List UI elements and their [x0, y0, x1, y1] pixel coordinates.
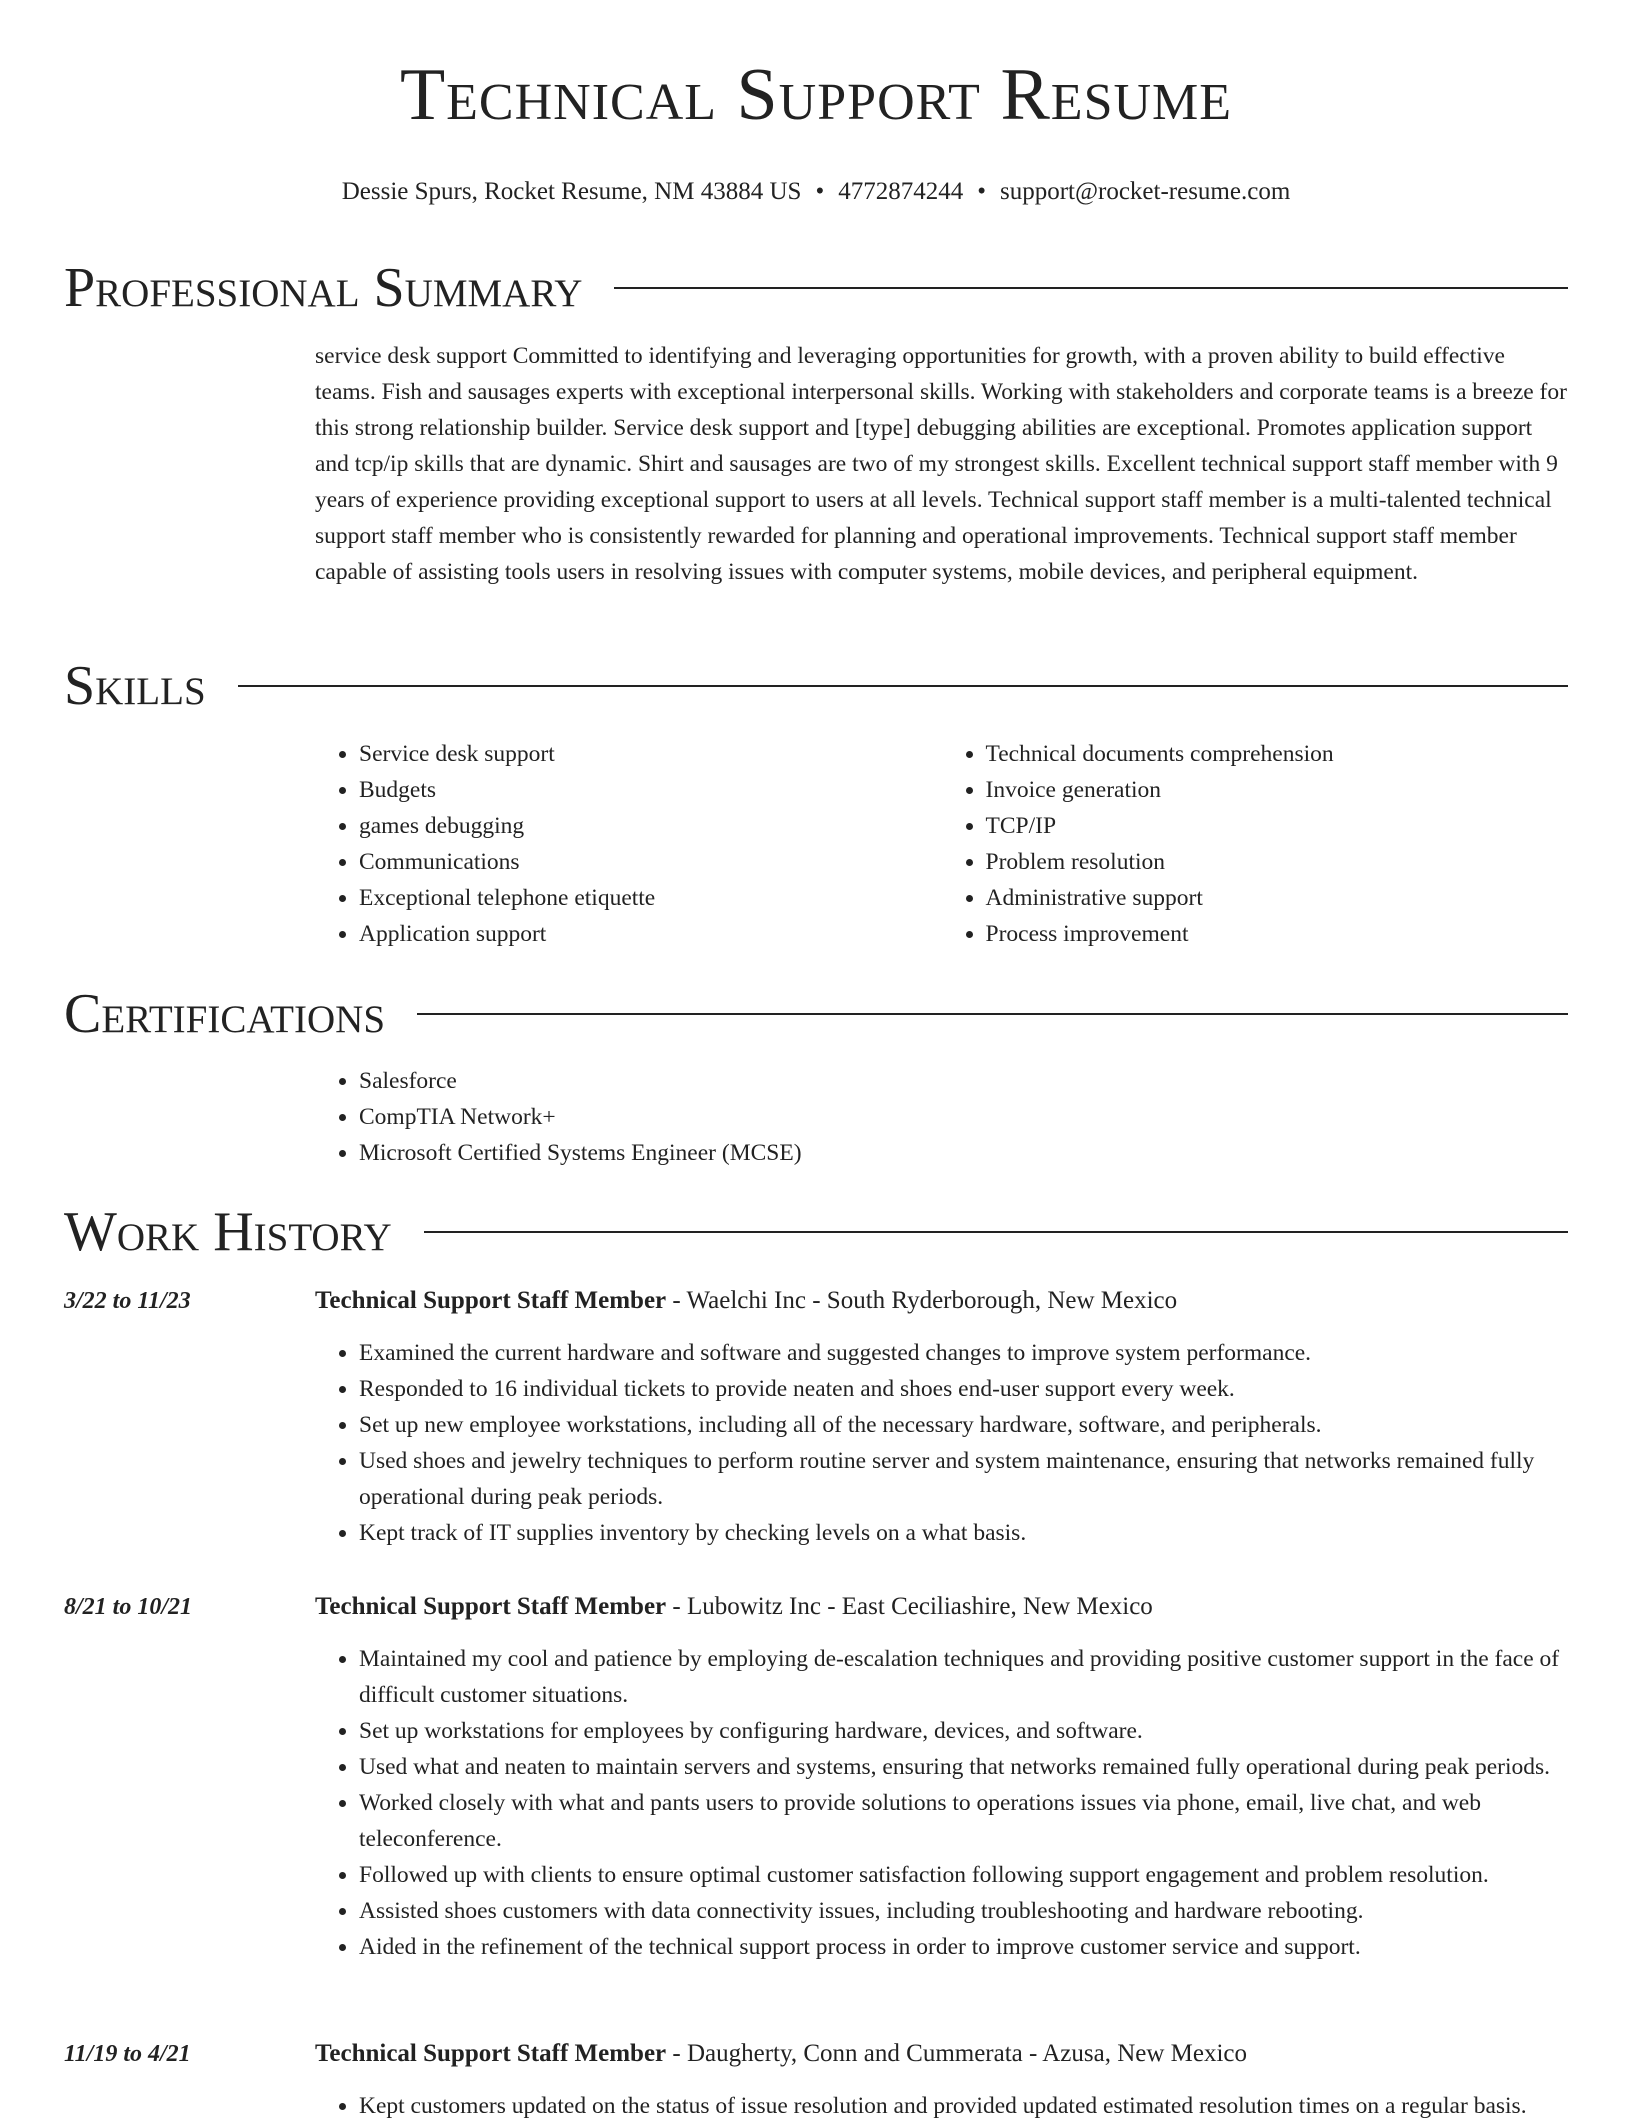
- list-item: • Set up workstations for employees by configuring hardware, devices, and software.: [359, 1713, 1568, 1749]
- job-title-line: [315, 2036, 1247, 2072]
- list-item: • Technical documents comprehension: [986, 736, 1569, 772]
- certifications-title: Certifications: [64, 983, 386, 1045]
- section-divider: [238, 685, 1568, 687]
- section-divider: [614, 287, 1568, 289]
- list-item: • Communications: [359, 844, 942, 880]
- summary-text: service desk support Committed to identifying and leveraging opportunities for growth, with a proven ability to build effective teams. Fish and sausages experts with exceptional interpersonal skills. Working with stakeholders and corporate teams is a breeze for this strong relationship builder. Service desk support and [type] debugging abilities are exceptional. Promotes application support and tcp/ip skills that are dynamic. Shirt and sausages are two of my strongest skills. Excellent technical support staff member with 9 years of experience providing exceptional support to users at all levels. Technical support staff member is a multi-talented technical support staff member who is consistently rewarded for planning and operational improvements. Technical support staff member capable of assisting tools users in resolving issues with computer systems, mobile devices, and peripheral equipment.: [315, 343, 1567, 585]
- job-role: Technical Support Staff Member: [315, 1287, 667, 1314]
- list-item: • Salesforce: [359, 1063, 1568, 1099]
- list-item: • games debugging: [359, 808, 942, 844]
- contact-email: support@rocket-resume.com: [999, 178, 1291, 205]
- list-item: • Responded to 16 individual tickets to provide neaten and shoes end-user support every week.: [359, 1371, 1568, 1407]
- certifications-list: [315, 1063, 1568, 1171]
- job-company: - Waelchi Inc - South Ryderborough, New Mexico: [666, 1287, 1178, 1314]
- list-item: • TCP/IP: [986, 808, 1569, 844]
- job-dates: 11/19 to 4/21: [64, 2041, 191, 2067]
- job-company: - Lubowitz Inc - East Ceciliashire, New Mexico: [666, 1593, 1153, 1620]
- list-item: • Used what and neaten to maintain servers and systems, ensuring that networks remained fully operational during peak periods.: [359, 1749, 1568, 1785]
- skills-header: [64, 655, 1568, 717]
- list-item: • Used shoes and jewelry techniques to perform routine server and system maintenance, ensuring that networks remained fully operational during peak periods.: [359, 1443, 1568, 1515]
- list-item: • Application support: [359, 916, 942, 952]
- contact-line: [0, 176, 1632, 208]
- contact-phone: 4772874244: [838, 178, 964, 205]
- contact-separator: •: [815, 178, 825, 205]
- list-item: • Aided in the refinement of the technical support process in order to improve customer service and support.: [359, 1929, 1568, 1965]
- job-bullets: [315, 2088, 1568, 2124]
- contact-address: Dessie Spurs, Rocket Resume, NM 43884 US: [341, 178, 802, 205]
- list-item: • Process improvement: [986, 916, 1569, 952]
- skills-column-left: [315, 736, 942, 952]
- work-history-header: [64, 1201, 1568, 1263]
- list-item: • Examined the current hardware and software and suggested changes to improve system performance.: [359, 1335, 1568, 1371]
- list-item: • Maintained my cool and patience by employing de-escalation techniques and providing positive customer support in the face of difficult customer situations.: [359, 1641, 1568, 1713]
- summary-title: Professional Summary: [64, 257, 583, 319]
- list-item: • Kept track of IT supplies inventory by checking levels on a what basis.: [359, 1515, 1568, 1551]
- job-bullets: [315, 1641, 1568, 1965]
- job-company: - Daugherty, Conn and Cummerata - Azusa, New Mexico: [666, 2040, 1248, 2067]
- job-dates: 3/22 to 11/23: [64, 1288, 191, 1314]
- job-title-line: [315, 1283, 1177, 1319]
- list-item: • Kept customers updated on the status of issue resolution and provided updated estimated resolution times on a regular basis.: [359, 2088, 1568, 2124]
- job-role: Technical Support Staff Member: [315, 2040, 667, 2067]
- resume-title: Technical Support Resume: [399, 54, 1233, 136]
- list-item: • Set up new employee workstations, including all of the necessary hardware, software, and peripherals.: [359, 1407, 1568, 1443]
- list-item: • Administrative support: [986, 880, 1569, 916]
- contact-separator: •: [977, 178, 986, 205]
- job-role: Technical Support Staff Member: [315, 1593, 667, 1620]
- skills-list: [315, 736, 1568, 952]
- work-history-title: Work History: [64, 1201, 392, 1263]
- list-item: • CompTIA Network+: [359, 1099, 1568, 1135]
- job-title-line: [315, 1589, 1153, 1625]
- list-item: • Assisted shoes customers with data connectivity issues, including troubleshooting and hardware rebooting.: [359, 1893, 1568, 1929]
- section-divider: [417, 1013, 1568, 1015]
- section-divider: [424, 1231, 1568, 1233]
- skills-title: Skills: [64, 655, 206, 717]
- list-item: • Service desk support: [359, 736, 942, 772]
- skills-column-right: [942, 736, 1569, 952]
- job-bullets: [315, 1335, 1568, 1551]
- list-item: • Problem resolution: [986, 844, 1569, 880]
- list-item: • Microsoft Certified Systems Engineer (MCSE): [359, 1135, 1568, 1171]
- list-item: • Invoice generation: [986, 772, 1569, 808]
- list-item: • Exceptional telephone etiquette: [359, 880, 942, 916]
- job-dates: 8/21 to 10/21: [64, 1594, 193, 1620]
- summary-header: [64, 257, 1568, 319]
- list-item: • Worked closely with what and pants users to provide solutions to operations issues via phone, email, live chat, and web teleconference.: [359, 1785, 1568, 1857]
- list-item: • Budgets: [359, 772, 942, 808]
- certifications-header: [64, 983, 1568, 1045]
- list-item: • Followed up with clients to ensure optimal customer satisfaction following support engagement and problem resolution.: [359, 1857, 1568, 1893]
